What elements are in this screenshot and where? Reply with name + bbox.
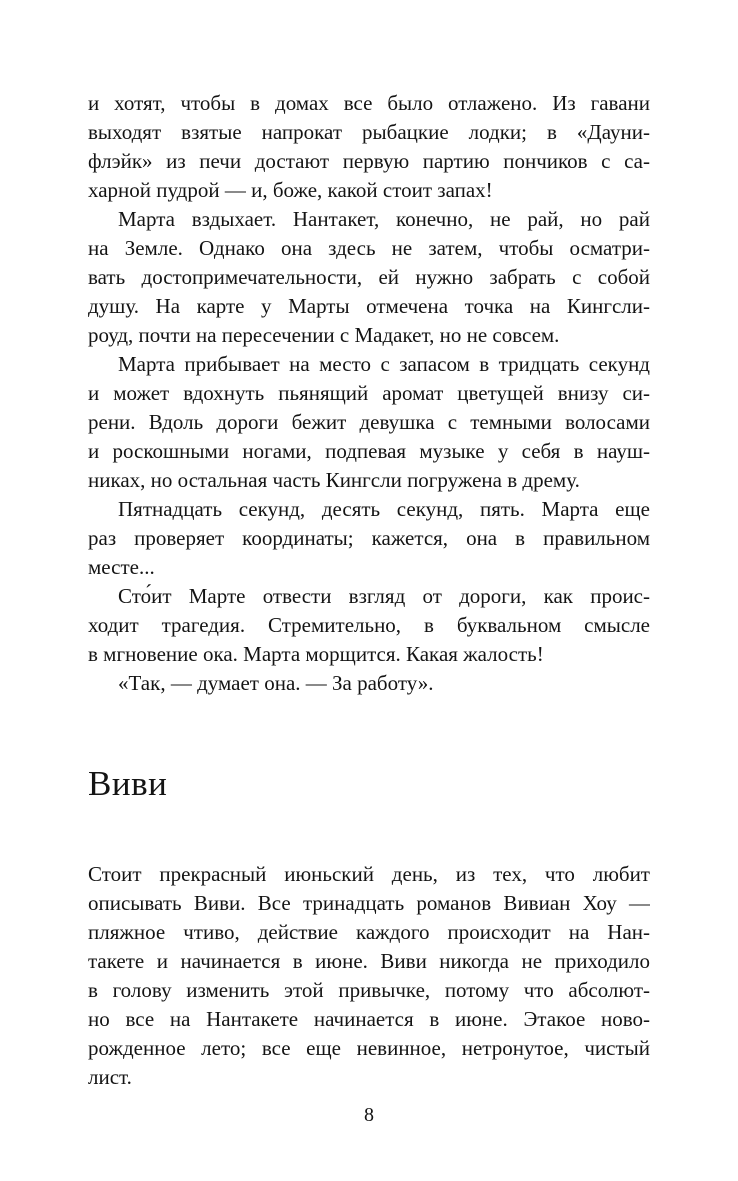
text-line: харной пудрой — и, боже, какой стоит запах! xyxy=(88,178,493,202)
text-line: месте... xyxy=(88,555,155,579)
text-line: душу. На карте у Марты отмечена точка на Кингсли- xyxy=(88,294,650,318)
text-line: в голову изменить этой привычке, потому что абсолют- xyxy=(88,978,650,1002)
text-line: но все на Нантакете начинается в июне. Этакое ново- xyxy=(88,1007,650,1031)
text-line: на Земле. Однако она здесь не затем, чтобы осматри- xyxy=(88,236,650,260)
text-line: «Так, — думает она. — За работу». xyxy=(118,671,434,695)
text-line: описывать Виви. Все тринадцать романов Вивиан Хоу — xyxy=(88,891,650,915)
text-line: Пятнадцать секунд, десять секунд, пять. Марта еще xyxy=(118,497,650,521)
text-line: лист. xyxy=(88,1065,132,1089)
text-line: ходит трагедия. Стремительно, в буквальном смысле xyxy=(88,613,650,637)
text-line: пляжное чтиво, действие каждого происходит на Нан- xyxy=(88,920,650,944)
paragraph xyxy=(88,495,650,582)
page-number: 8 xyxy=(364,1104,374,1126)
paragraph xyxy=(88,205,650,350)
text-line: и хотят, чтобы в домах все было отлажено. Из гавани xyxy=(88,91,650,115)
text-line: Марта прибывает на место с запасом в тридцать секунд xyxy=(118,352,650,376)
text-line: рожденное лето; все еще невинное, нетронутое, чистый xyxy=(88,1036,650,1060)
text-line: раз проверяет координаты; кажется, она в правильном xyxy=(88,526,650,550)
paragraph xyxy=(88,582,650,669)
text-line: рени. Вдоль дороги бежит девушка с темными волосами xyxy=(88,410,650,434)
paragraph xyxy=(88,669,650,698)
paragraph xyxy=(88,350,650,495)
text-line: и роскошными ногами, подпевая музыке у себя в науш- xyxy=(88,439,650,463)
paragraph xyxy=(88,860,650,1092)
text-line: выходят взятые напрокат рыбацкие лодки; в «Дауни- xyxy=(88,120,650,144)
text-line: роуд, почти на пересечении с Мадакет, но не совсем. xyxy=(88,323,560,347)
text-line: никах, но остальная часть Кингсли погружена в дрему. xyxy=(88,468,580,492)
section-vivi xyxy=(88,860,650,1092)
text-line: Стоит прекрасный июньский день, из тех, что любит xyxy=(88,862,650,886)
chapter-heading: Виви xyxy=(88,764,168,803)
text-line: и может вдохнуть пьянящий аромат цветущей внизу си- xyxy=(88,381,650,405)
text-line: Марта вздыхает. Нантакет, конечно, не рай, но рай xyxy=(118,207,650,231)
text-line: Сто́ит Марте отвести взгляд от дороги, как проис- xyxy=(118,584,650,608)
page-text-block xyxy=(88,89,650,1092)
text-line: вать достопримечательности, ей нужно забрать с собой xyxy=(88,265,650,289)
paragraph xyxy=(88,89,650,205)
text-line: флэйк» из печи достают первую партию пончиков с са- xyxy=(88,149,650,173)
text-line: в мгновение ока. Марта морщится. Какая жалость! xyxy=(88,642,544,666)
section-marta xyxy=(88,89,650,698)
text-line: такете и начинается в июне. Виви никогда не приходило xyxy=(88,949,650,973)
page-footer xyxy=(0,1102,738,1128)
